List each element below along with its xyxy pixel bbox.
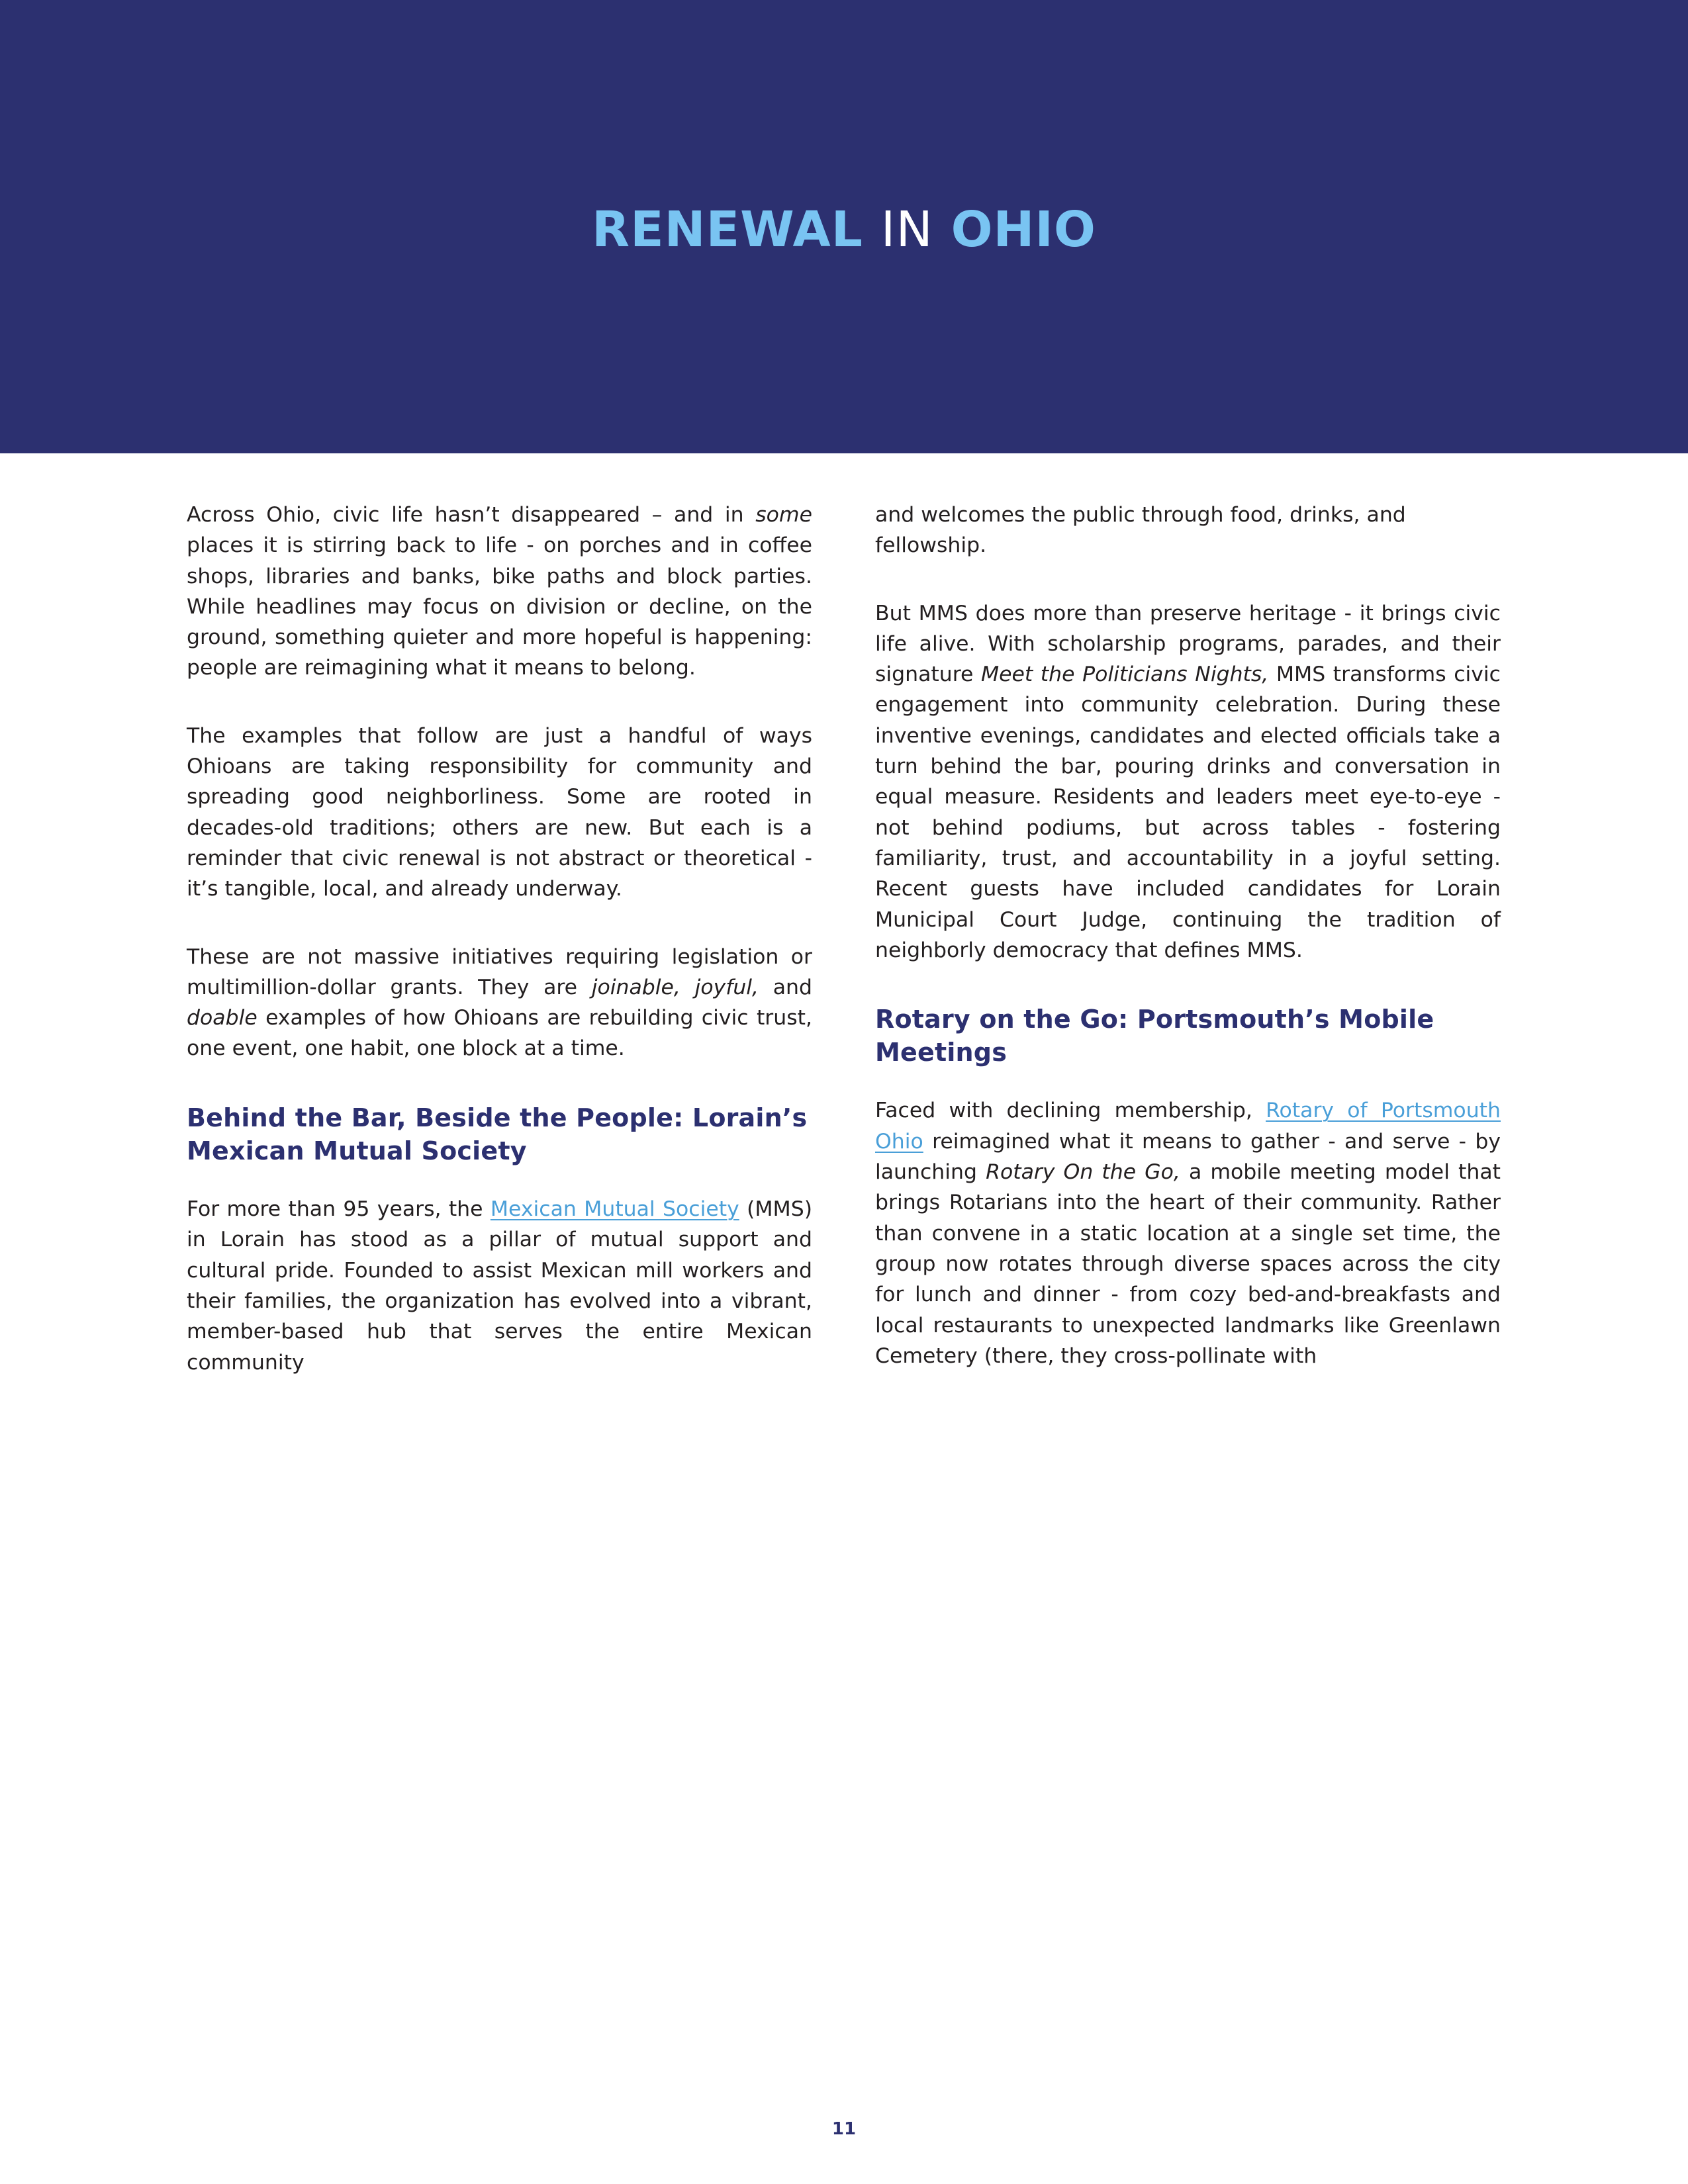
text-run: MMS transforms civic engagement into community celebration. During these inventive evenings, candidates and elected officials take a turn behind the bar, pouring drinks and conversation in equal measure. Residents and leaders meet eye-to-eye - not behind podiums, but across tables - fostering familiarity, trust, and accountability in a joyful setting. Recent guests have included candidates for Lorain Municipal Court Judge, continuing the tradition of neighborly democracy that defines MMS.: [875, 662, 1501, 962]
text-run: Across Ohio, civic life hasn’t disappeared – and in: [187, 503, 756, 527]
title-word-in: IN: [880, 201, 933, 258]
emphasis-some: some: [755, 503, 812, 527]
text-run: and: [759, 975, 813, 999]
page-number: 11: [831, 2119, 857, 2139]
text-run: But MMS does more than preserve heritage - it brings civic life alive. With scholarship programs, parades, and their signature: [875, 601, 1501, 687]
section-heading-mexican-mutual-society: Behind the Bar, Beside the People: Lorain’s Mexican Mutual Society: [187, 1103, 808, 1165]
article-columns: [187, 500, 1501, 1378]
text-run: These are not massive initiatives requiring legislation or multimillion-dollar grants. They are: [187, 944, 812, 999]
text-run: reimagined what it means to gather - and serve - by launching: [875, 1129, 1501, 1185]
header-banner: [0, 0, 1688, 453]
emphasis-doable: doable: [187, 1006, 258, 1030]
emphasis-rotary-on-the-go: Rotary On the Go,: [986, 1160, 1180, 1185]
paragraph-initiatives: [187, 942, 812, 1064]
title-word-renewal: RENEWAL: [592, 201, 863, 258]
left-column: [187, 500, 812, 1378]
text-run: For more than 95 years, the: [187, 1197, 491, 1222]
paragraph-continuation: and welcomes the public through food, drinks, and fellowship.: [875, 503, 1406, 558]
text-run: a mobile meeting model that brings Rotarians into the heart of their community. Rather than convene in a static location at a single set time, the group now rotates through diverse spaces across the city for lunch and dinner - from cozy bed-and-breakfasts and local restaurants to unexpected landmarks like Greenlawn Cemetery (there, they cross-pollinate with: [875, 1160, 1501, 1368]
paragraph-examples: The examples that follow are just a handful of ways Ohioans are taking responsibility for community and spreading good neighborliness. Some are rooted in decades-old traditions; others are new. But each is a reminder that civic renewal is not abstract or theoretical - it’s tangible, local, and already underway.: [187, 723, 812, 901]
link-rotary-of-portsmouth-ohio[interactable]: Rotary of Portsmouth Ohio: [875, 1099, 1501, 1154]
paragraph-mms-civic-life: [875, 598, 1501, 966]
text-run: Faced with declining membership,: [875, 1099, 1266, 1123]
right-column: [875, 500, 1501, 1378]
paragraph-mms-history: [187, 1194, 812, 1378]
paragraph-rotary: [875, 1095, 1501, 1371]
emphasis-meet-the-politicians-nights: Meet the Politicians Nights,: [980, 662, 1269, 687]
emphasis-joinable-joyful: joinable, joyful,: [591, 975, 759, 999]
text-run: (MMS) in Lorain has stood as a pillar of mutual support and cultural pride. Founded to assist Mexican mill workers and their families, the organization has evolved into a vibrant, member-based hub that serves the entire Mexican community: [187, 1197, 812, 1375]
text-run: places it is stirring back to life - on porches and in coffee shops, libraries and banks, bike paths and block parties. While headlines may focus on division or decline, on the ground, something quieter and more hopeful is happening: people are reimagining what it means to belong.: [187, 533, 812, 680]
page-title: [0, 201, 1688, 258]
title-word-ohio: OHIO: [951, 201, 1096, 258]
section-heading-rotary-on-the-go: Rotary on the Go: Portsmouth’s Mobile Meetings: [875, 1005, 1434, 1068]
paragraph-intro: [187, 500, 812, 684]
link-mexican-mutual-society[interactable]: Mexican Mutual Society: [490, 1197, 739, 1222]
text-run: examples of how Ohioans are rebuilding civic trust, one event, one habit, one block at a time.: [187, 1006, 812, 1061]
